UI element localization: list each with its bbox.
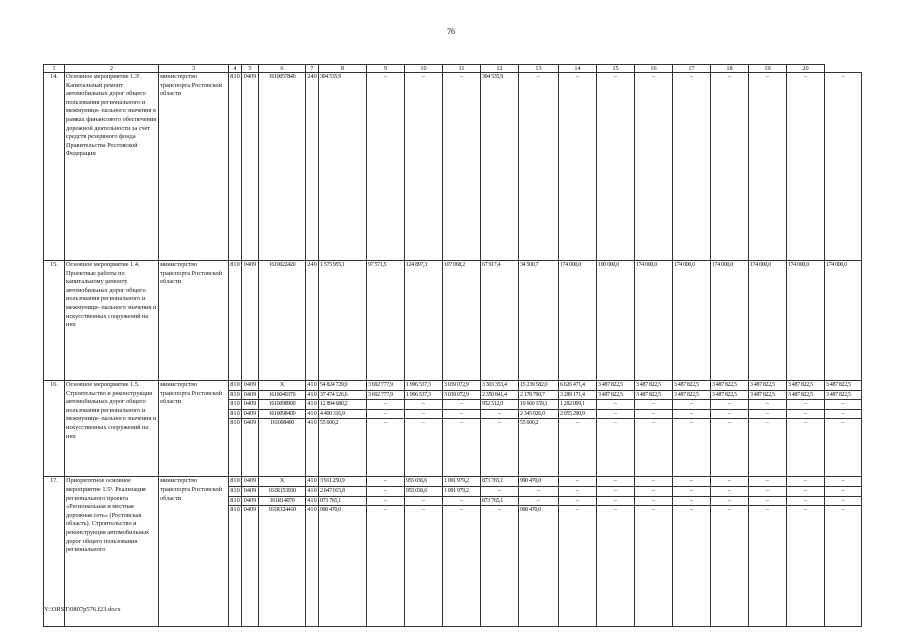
page-number: 76 (447, 27, 455, 36)
table-cell: – (405, 506, 443, 627)
table-cell: – (635, 496, 673, 506)
table-cell: – (673, 477, 711, 487)
table-cell: – (787, 486, 825, 496)
table-cell: 34 500,7 (519, 261, 559, 381)
table-cell: – (635, 400, 673, 410)
table-cell: 174 000,0 (711, 261, 749, 381)
column-header: 3 (159, 65, 229, 73)
table-cell: – (559, 477, 597, 487)
table-cell: 124 897,3 (405, 261, 443, 381)
table-cell: 3 487 822,5 (635, 381, 673, 391)
table-cell: – (711, 73, 749, 261)
table-cell: 1 282 009,1 (559, 400, 597, 410)
column-header: 9 (367, 65, 405, 73)
table-cell: – (711, 486, 749, 496)
responsible-org: министерство транспорта Ростовской области (159, 381, 229, 477)
table-cell: – (787, 419, 825, 477)
table-cell: 873 765,1 (481, 496, 519, 506)
table-cell: – (825, 496, 862, 506)
table-cell: – (443, 506, 481, 627)
activity-name: Приоритетное основное мероприятие 1.5¹. Реализация регионального проекта «Региональная и местная дорожная сеть» (Ростовская область). Строительство и реконструкция автомобильных дорог общего пользования регионального (65, 477, 159, 627)
table-cell: 1610057840 (259, 73, 306, 261)
table-row (44, 261, 862, 381)
table-cell: 3 487 822,5 (787, 381, 825, 391)
table-cell: 1 091 979,2 (443, 486, 481, 496)
table-cell: – (635, 73, 673, 261)
table-cell: 15 239 582,0 (519, 381, 559, 391)
responsible-org: министерство транспорта Ростовской области (159, 261, 229, 381)
table-cell: – (749, 73, 787, 261)
table-cell: 15. (44, 261, 65, 381)
table-cell: 0409 (242, 477, 259, 487)
table-cell: – (481, 486, 519, 496)
table-cell: 304 535,9 (481, 73, 519, 261)
table-cell: 3 487 822,5 (673, 381, 711, 391)
table-cell: – (787, 409, 825, 419)
column-header: 18 (711, 65, 749, 73)
table-cell: 3 289 171,4 (559, 390, 597, 400)
table-cell: 990 470,0 (519, 477, 559, 487)
table-cell: X (259, 381, 306, 391)
table-cell: 12 894 680,2 (319, 400, 367, 410)
table-cell: 1610098900 (259, 400, 306, 410)
budget-table (43, 64, 862, 627)
table-cell: – (597, 400, 635, 410)
table-cell: 952 512,0 (481, 400, 519, 410)
table-row (44, 477, 862, 487)
column-header: 14 (559, 65, 597, 73)
table-cell: – (749, 486, 787, 496)
table-cell: 3 487 822,5 (825, 381, 862, 391)
table-cell: 174 000,0 (559, 261, 597, 381)
table-cell: – (443, 73, 481, 261)
table-cell: 810 (229, 419, 242, 477)
table-cell: 6 626 471,4 (559, 381, 597, 391)
table-cell: 810 (229, 409, 242, 419)
table-cell: 410 (306, 381, 319, 391)
column-header: 1 (44, 65, 65, 73)
table-cell: – (443, 400, 481, 410)
table-cell: 0409 (242, 400, 259, 410)
table-cell: 3 487 822,5 (711, 381, 749, 391)
table-cell: – (559, 496, 597, 506)
table-cell: 107 068,2 (443, 261, 481, 381)
column-header: 13 (519, 65, 559, 73)
table-cell: 3 039 072,9 (443, 381, 481, 391)
table-cell: 0409 (242, 419, 259, 477)
column-header: 15 (597, 65, 635, 73)
table-cell: – (559, 486, 597, 496)
column-header: 8 (319, 65, 367, 73)
table-cell: – (443, 419, 481, 477)
table-cell: 810 (229, 486, 242, 496)
table-cell: – (787, 496, 825, 506)
table-cell: 0409 (242, 381, 259, 391)
table-cell: – (787, 506, 825, 627)
table-cell: 1 996 537,3 (405, 390, 443, 400)
table-cell: 810 (229, 390, 242, 400)
table-cell: 3 487 822,5 (711, 390, 749, 400)
activity-name: Основное мероприятие 1.5. Строительство и реконструкция автомобильных дорог общего пользования регионального и межмуници- пального значения и искусственных сооружений на них (65, 381, 159, 477)
table-cell: 100 000,0 (597, 261, 635, 381)
table-cell: 3 487 822,5 (597, 390, 635, 400)
table-cell: 3 303 353,4 (481, 381, 519, 391)
table-cell: 3 911 250,9 (319, 477, 367, 487)
table-cell: 1610098400 (259, 409, 306, 419)
responsible-org: министерство транспорта Ростовской области (159, 477, 229, 627)
table-cell: – (367, 496, 405, 506)
table-cell: – (711, 409, 749, 419)
column-header: 5 (242, 65, 259, 73)
table-cell: 2 345 026,0 (519, 409, 559, 419)
table-cell: – (367, 409, 405, 419)
table-cell: – (673, 419, 711, 477)
table-cell: 810 (229, 506, 242, 627)
table-cell: 67 917,4 (481, 261, 519, 381)
table-cell: 161R124410 (259, 506, 306, 627)
table-cell: 955 036,6 (405, 477, 443, 487)
table-cell: 1610022420 (259, 261, 306, 381)
table-cell: 410 (306, 419, 319, 477)
column-header: 7 (306, 65, 319, 73)
table-cell: 174 000,0 (749, 261, 787, 381)
table-cell: – (367, 477, 405, 487)
table-cell: 810 (229, 496, 242, 506)
table-cell: 161R153930 (259, 486, 306, 496)
table-cell: 3 487 822,5 (673, 390, 711, 400)
table-cell: – (825, 409, 862, 419)
table-cell: – (519, 486, 559, 496)
table-cell: 810 (229, 400, 242, 410)
table-cell: 2 047 015,8 (319, 486, 367, 496)
table-cell: 3 487 822,5 (749, 390, 787, 400)
table-cell: – (825, 419, 862, 477)
activity-name: Основное мероприятие 1.3¹. Капитальный ремонт автомобильных дорог общего пользования регионального и межмуници- пального значения в рамках финансового обеспечения дорожной деятельности за счет средств резервного фонда Правительства Ростовской Федерации (65, 73, 159, 261)
table-cell: 810 (229, 73, 242, 261)
column-header: 2 (65, 65, 159, 73)
table-cell: 4 400 316,9 (319, 409, 367, 419)
table-cell: 0409 (242, 409, 259, 419)
table-cell: 3 692 777,9 (367, 381, 405, 391)
table-cell: 174 000,0 (787, 261, 825, 381)
table-cell: – (825, 477, 862, 487)
table-cell: – (443, 496, 481, 506)
table-cell: – (443, 409, 481, 419)
table-cell: – (559, 419, 597, 477)
table-cell: – (787, 477, 825, 487)
table-cell: – (405, 400, 443, 410)
table-cell: – (597, 73, 635, 261)
table-cell: 0409 (242, 496, 259, 506)
table-cell: 3 692 777,9 (367, 390, 405, 400)
table-cell: 16. (44, 381, 65, 477)
table-cell: – (635, 419, 673, 477)
table-cell: 174 000,0 (825, 261, 862, 381)
table-cell: 10 660 159,1 (519, 400, 559, 410)
table-cell: 14. (44, 73, 65, 261)
table-cell: – (635, 477, 673, 487)
table-cell: 0409 (242, 486, 259, 496)
table-cell: – (635, 409, 673, 419)
table-row (44, 73, 862, 261)
column-header: 19 (749, 65, 787, 73)
table-cell: – (673, 486, 711, 496)
column-header: 16 (635, 65, 673, 73)
table-cell: – (559, 506, 597, 627)
table-cell: 1610040370 (259, 390, 306, 400)
table-cell: 410 (306, 477, 319, 487)
table-cell: 0409 (242, 261, 259, 381)
column-header: 4 (229, 65, 242, 73)
table-cell: 174 000,0 (635, 261, 673, 381)
table-cell: – (749, 419, 787, 477)
table-cell: 240 (306, 261, 319, 381)
column-header: 20 (787, 65, 825, 73)
table-cell: 0409 (242, 73, 259, 261)
footer-path: Y:\ORST\0807p576.f23.docx (44, 606, 121, 613)
table-cell: 55 606,2 (519, 419, 559, 477)
table-cell: – (367, 486, 405, 496)
table-cell: – (673, 400, 711, 410)
table-cell: 3 487 822,5 (787, 390, 825, 400)
column-header: 17 (673, 65, 711, 73)
activity-name: Основное мероприятие 1.4. Проектные работы по капитальному ремонту автомобильных дорог общего пользования регионального и межмуници- пального значения и искусственных сооружений на них (65, 261, 159, 381)
table-cell: – (367, 506, 405, 627)
table-cell: 2 055 290,9 (559, 409, 597, 419)
table-cell: – (635, 506, 673, 627)
responsible-org: министерство транспорта Ростовской области (159, 73, 229, 261)
table-cell: – (673, 409, 711, 419)
table-cell: – (749, 477, 787, 487)
table-cell: – (673, 496, 711, 506)
table-cell: – (597, 486, 635, 496)
table-cell: 1 575 955,1 (319, 261, 367, 381)
table-cell: 161008400 (259, 419, 306, 477)
table-cell: – (749, 506, 787, 627)
table-cell: 37 474 126,6 (319, 390, 367, 400)
table-cell: 955 036,6 (405, 486, 443, 496)
column-header: 10 (405, 65, 443, 73)
table-cell: – (367, 419, 405, 477)
table-cell: – (367, 400, 405, 410)
table-cell: 410 (306, 486, 319, 496)
table-cell: 55 606,2 (319, 419, 367, 477)
table-cell: – (405, 496, 443, 506)
column-header: 12 (481, 65, 519, 73)
table-cell: 54 824 729,9 (319, 381, 367, 391)
table-cell: 17. (44, 477, 65, 627)
table-cell: – (597, 477, 635, 487)
table-cell: – (711, 400, 749, 410)
header-row (44, 65, 862, 73)
table-cell: 873 765,1 (481, 477, 519, 487)
table-cell: – (519, 73, 559, 261)
table-cell: – (749, 409, 787, 419)
table-cell: 1 996 537,3 (405, 381, 443, 391)
table-cell: 990 470,0 (319, 506, 367, 627)
table-cell: – (559, 73, 597, 261)
table-cell: – (673, 73, 711, 261)
table-cell: 304 535,9 (319, 73, 367, 261)
table-cell: X (259, 477, 306, 487)
table-cell: – (749, 496, 787, 506)
table-cell: 174 000,0 (673, 261, 711, 381)
table-row (44, 381, 862, 391)
table-cell: – (405, 409, 443, 419)
table-cell: 410 (306, 506, 319, 627)
table-cell: 1 091 979,2 (443, 477, 481, 487)
table-cell: 410 (306, 390, 319, 400)
table-cell: – (405, 73, 443, 261)
table-cell: – (519, 496, 559, 506)
table-cell: 3 039 072,9 (443, 390, 481, 400)
table-cell: – (787, 400, 825, 410)
column-header: 11 (443, 65, 481, 73)
table-cell: – (673, 506, 711, 627)
table-cell: – (825, 486, 862, 496)
table-cell: 410 (306, 400, 319, 410)
table-cell: 3 487 822,5 (749, 381, 787, 391)
table-cell: – (825, 400, 862, 410)
table-cell: – (367, 73, 405, 261)
table-cell: 2 178 790,7 (519, 390, 559, 400)
table-cell: – (635, 486, 673, 496)
column-header: 6 (259, 65, 306, 73)
table-cell: 161R14070 (259, 496, 306, 506)
table-cell: 97 571,5 (367, 261, 405, 381)
table-cell: – (787, 73, 825, 261)
table-cell: 810 (229, 477, 242, 487)
table-cell: – (481, 419, 519, 477)
table-cell: – (711, 506, 749, 627)
table-cell: – (597, 496, 635, 506)
table-cell: – (749, 400, 787, 410)
table-cell: 2 350 841,4 (481, 390, 519, 400)
table-cell: – (481, 409, 519, 419)
table-cell: 3 487 822,5 (635, 390, 673, 400)
table-cell: – (825, 506, 862, 627)
table-cell: 3 487 822,5 (597, 381, 635, 391)
table-cell: – (597, 419, 635, 477)
table-cell: – (711, 477, 749, 487)
table-cell: – (481, 506, 519, 627)
table-cell: 410 (306, 409, 319, 419)
table-cell: 990 470,0 (519, 506, 559, 627)
table-cell: 0409 (242, 390, 259, 400)
table-cell: 810 (229, 261, 242, 381)
table-cell: 240 (306, 73, 319, 261)
table-cell: 3 487 822,5 (825, 390, 862, 400)
table-cell: – (711, 419, 749, 477)
table-cell: – (825, 73, 862, 261)
table-cell: 0409 (242, 506, 259, 627)
table-cell: – (597, 409, 635, 419)
table-cell: 873 765,1 (319, 496, 367, 506)
table-cell: 810 (229, 381, 242, 391)
table-cell: 410 (306, 496, 319, 506)
table-cell: – (597, 506, 635, 627)
table-cell: – (405, 419, 443, 477)
table-cell: – (711, 496, 749, 506)
